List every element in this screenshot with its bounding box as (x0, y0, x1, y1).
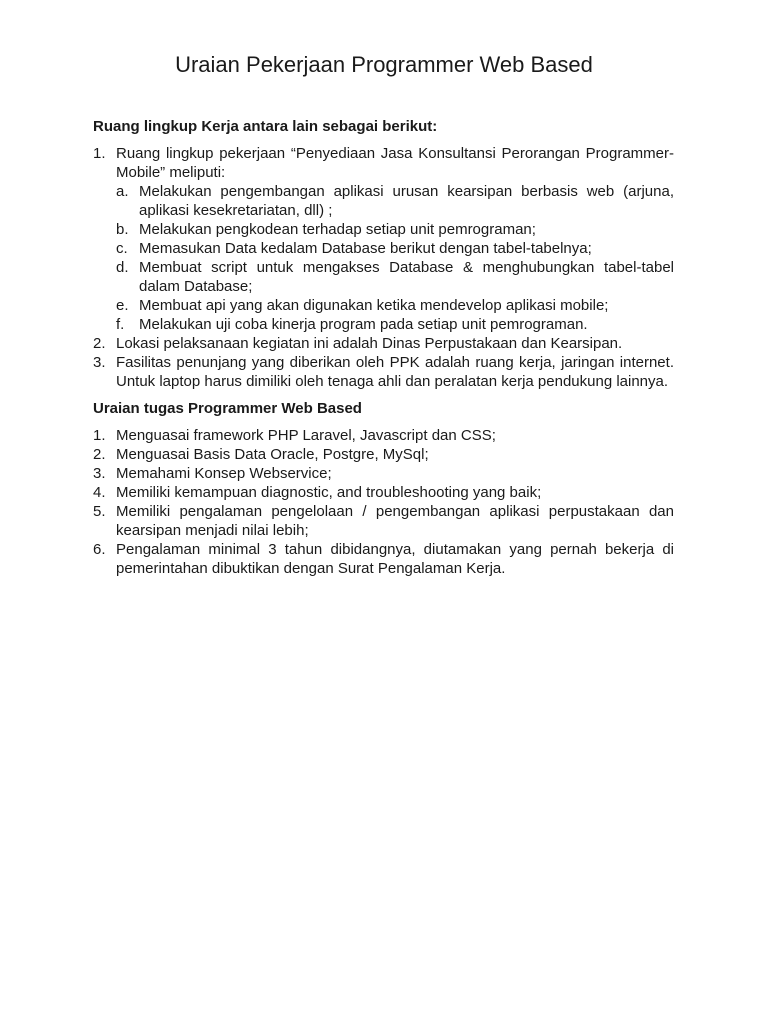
duty-item-1 (93, 426, 674, 445)
scope-subitem-e (116, 296, 674, 315)
scope-subitem-a (116, 182, 674, 220)
duty-item-number: 6. (93, 541, 106, 558)
scope-subitem-c (116, 239, 674, 258)
subitem-text: Melakukan pengembangan aplikasi urusan kearsipan berbasis web (arjuna, aplikasi kesekretariatan, dll) ; (139, 183, 674, 219)
scope-item-number: 2. (93, 335, 106, 352)
scope-subitem-d (116, 258, 674, 296)
duty-item-text: Memiliki pengalaman pengelolaan / pengembangan aplikasi perpustakaan dan kearsipan menjadi nilai lebih; (116, 503, 674, 539)
duty-item-text: Memiliki kemampuan diagnostic, and troubleshooting yang baik; (116, 484, 542, 501)
subitem-letter: e. (116, 297, 129, 314)
subitem-text: Melakukan uji coba kinerja program pada setiap unit pemrograman. (139, 316, 588, 333)
duty-item-4 (93, 483, 674, 502)
scope-list (93, 144, 674, 391)
subitem-letter: d. (116, 259, 129, 276)
subitem-text: Memasukan Data kedalam Database berikut dengan tabel-tabelnya; (139, 240, 592, 257)
scope-item-3 (93, 353, 674, 391)
duty-item-2 (93, 445, 674, 464)
scope-subitem-f (116, 315, 674, 334)
duty-item-3 (93, 464, 674, 483)
scope-item-number: 3. (93, 354, 106, 371)
duty-item-number: 2. (93, 446, 106, 463)
duties-list (93, 426, 674, 578)
duty-item-6 (93, 540, 674, 578)
duty-item-text: Menguasai Basis Data Oracle, Postgre, MySql; (116, 446, 429, 463)
section1-heading: Ruang lingkup Kerja antara lain sebagai berikut: (93, 118, 438, 135)
duty-item-text: Memahami Konsep Webservice; (116, 465, 332, 482)
duty-item-number: 1. (93, 427, 106, 444)
scope-item-text: Fasilitas penunjang yang diberikan oleh PPK adalah ruang kerja, jaringan internet. Untuk laptop harus dimiliki oleh tenaga ahli dan peralatan kerja pendukung lainnya. (116, 354, 674, 390)
document-title: Uraian Pekerjaan Programmer Web Based (175, 52, 593, 77)
scope-subitem-b (116, 220, 674, 239)
scope-item-number: 1. (93, 145, 106, 162)
subitem-text: Membuat script untuk mengakses Database & menghubungkan tabel-tabel dalam Database; (139, 259, 674, 295)
scope-item-text: Ruang lingkup pekerjaan “Penyediaan Jasa Konsultansi Perorangan Programmer-Mobile” meliputi: (116, 145, 674, 181)
subitem-letter: b. (116, 221, 129, 238)
duty-item-text: Menguasai framework PHP Laravel, Javascript dan CSS; (116, 427, 496, 444)
duty-item-text: Pengalaman minimal 3 tahun dibidangnya, diutamakan yang pernah bekerja di pemerintahan dibuktikan dengan Surat Pengalaman Kerja. (116, 541, 674, 577)
scope-sublist (116, 182, 674, 334)
scope-item-text: Lokasi pelaksanaan kegiatan ini adalah Dinas Perpustakaan dan Kearsipan. (116, 335, 623, 352)
subitem-letter: a. (116, 183, 129, 200)
duty-item-number: 5. (93, 503, 106, 520)
duty-item-number: 4. (93, 484, 106, 501)
subitem-letter: c. (116, 240, 128, 257)
scope-item-2 (93, 334, 674, 353)
duty-item-number: 3. (93, 465, 106, 482)
subitem-text: Melakukan pengkodean terhadap setiap unit pemrograman; (139, 221, 536, 238)
subitem-letter: f. (116, 316, 125, 333)
subitem-text: Membuat api yang akan digunakan ketika mendevelop aplikasi mobile; (139, 297, 609, 314)
document-body (93, 117, 674, 578)
scope-item-1 (93, 144, 674, 334)
duty-item-5 (93, 502, 674, 540)
section2-heading: Uraian tugas Programmer Web Based (93, 400, 362, 417)
